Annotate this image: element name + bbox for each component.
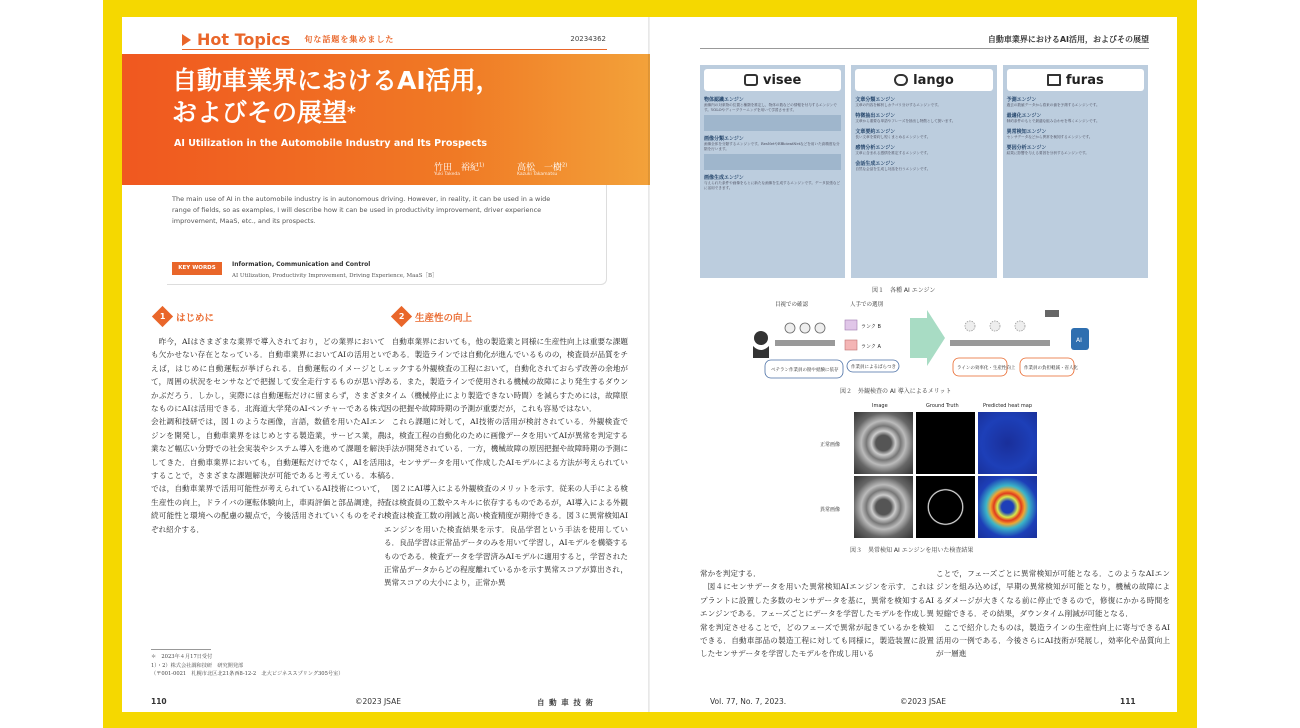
inspector-head-icon	[754, 331, 768, 345]
engine-item	[704, 96, 841, 131]
engine-desc: センサデータなどから異常を検知するエンジンです。	[1006, 135, 1093, 139]
engine-sample-image	[704, 115, 841, 131]
hot-topics-label	[182, 30, 394, 49]
section-number-badge	[152, 306, 173, 327]
engine-name: 文章分類エンジン	[855, 97, 896, 103]
label-variance: 作業員によるばらつき	[851, 365, 896, 370]
paragraph: 昨今，AIはさまざまな業界で導入されており，どの業界においても欠かせない存在となっている．自動車業界においてAIの活用といえば，はじめに自動運転が挙げられる．自動運転のイメージとして，周囲の状況をセンサなどで把握して安全走行するものが思い浮かぶだろう．しかし，実際には自動運転だけに留まらず，さまざまなものにAIは活用できる．北海道大学発のAIベンチャーである株式会社調和技研では，図１のような画像，言語，数値を用いたAIエンジンを開発し，自動車業界をはじめとする製造業，サービス業，農業など幅広い分野での社会実装やシステム導入を進めて課題を解決してきた．自動車業界においても，自動運転だけでなく，AIを活用することで，さまざまな課題解決が可能であると考えている．本稿では，自動車業界で活用可能性が考えられているAI技術について，生産性の向上，ドライバの運転体験向上，車両評価と部品調達，持続可能性と環境への配慮の観点で，今後活用されていくものをそれぞれ紹介する．	[151, 337, 385, 534]
footnote	[151, 653, 381, 679]
section-number: 1	[159, 311, 166, 321]
engine-name: 画像生成エンジン	[704, 175, 744, 181]
left-column-1	[151, 335, 385, 536]
abnormal-heat-map	[978, 476, 1037, 538]
normal-heat-map	[978, 412, 1037, 474]
worker-ghost-icon	[990, 321, 1000, 331]
top-rule	[182, 49, 607, 50]
author-1	[434, 160, 485, 177]
paragraph: これら課題に対して，AI技術の活用が検討されている．外観検査では，検査工程の自動化のために画像データを用いてAIが異常を判定する手法が開発されている．一方，機械故障の原因把握や故障時期の予測には，センサデータを用いて作成したAIモデルによる方法が考えられている．	[384, 417, 628, 481]
footnote-affiliation: 1）・2）株式会社調和技研 研究開発部	[151, 662, 244, 669]
article-title	[172, 65, 501, 129]
engine-item	[704, 174, 841, 191]
abnormal-image	[854, 476, 913, 538]
figure-3-caption: 図３ 異常検知 AI エンジンを用いた検査結果	[850, 547, 974, 554]
title-line-1: 自動車業界におけるAI活用，	[172, 66, 501, 95]
furas-logo	[1007, 69, 1144, 91]
label-veteran: ベテラン作業員の勘や経験に依存	[771, 368, 839, 373]
title-line-2: およびその展望	[172, 98, 348, 127]
section-sub: 旬な話題を集めました	[304, 35, 395, 44]
engine-desc: 長い文章を要約し短くまとめるエンジンです。	[855, 135, 931, 139]
box-rank-a-icon	[845, 340, 857, 350]
left-page-footer	[122, 697, 650, 712]
figure-2-svg	[745, 298, 1117, 382]
section-title: 生産性の向上	[415, 312, 473, 324]
triangle-icon	[182, 34, 191, 46]
engine-desc: 画像全体を分類するエンジンです。ResNetやEfficientNetなどを用いた高精度な分類を行います。	[704, 142, 840, 151]
author-2	[517, 160, 568, 177]
footnote-address: （〒001-0021 札幌市北区北21条西8-12-2 北大ビジネススプリング305号室）	[151, 671, 344, 677]
author-name: 高松 一樹	[517, 163, 563, 173]
label-visual-check: 目視での確認	[775, 302, 809, 308]
engine-item	[855, 144, 992, 156]
paragraph: 図２にAI導入による外観検査のメリットを示す．従来の人手による検査は検査員の工数やスキルに依存するものであるが，AI導入による外観検査は検査工数の削減と高い検査精度が期待できる．図３に異常検知AIエンジンを用いた検査結果を示す．良品学習という手法を使用している．良品学習は正常品データのみを用いて学習し，AIモデルを構築するものである．検査データを学習済みAIモデルに適用すると，学習された正常品データからどの程度離れているかを示す異常スコアが算出され，異常スコアの大小により，正常か異	[384, 484, 628, 588]
col-head-ground-truth: Ground Truth	[926, 403, 959, 409]
english-title: AI Utilization in the Automobile Industry and Its Prospects	[174, 138, 488, 149]
engine-item	[855, 160, 992, 172]
engine-name: 文章要約エンジン	[855, 129, 896, 135]
engine-item	[704, 135, 841, 170]
right-column-1	[700, 567, 934, 661]
engine-desc: 結果に影響を与える要因を分析するエンジンです。	[1006, 151, 1089, 155]
logo-text: furas	[1065, 72, 1104, 88]
right-column-2	[936, 567, 1170, 661]
figure-1-caption: 図１ 各種 AI エンジン	[872, 287, 936, 294]
section-2-heading	[394, 309, 472, 324]
right-page	[650, 17, 1177, 712]
engine-desc: 制約条件のもとで最適な組み合わせを導くエンジンです。	[1006, 119, 1100, 123]
keywords-badge: KEY WORDS	[172, 262, 222, 275]
paragraph: ここで紹介したものは，製造ラインの生産性向上に寄与できるAI活用の一例である．今後さらにAI技術が発展し，効率化や品質向上が一層進	[936, 622, 1170, 659]
paragraph: 図４にセンサデータを用いた異常検知AIエンジンを示す．これはプラントに設置した多数のセンサデータを基に，異常を検知するAIエンジンである．フェーズごとにデータを学習したモデルを作成し異常を判定させることで，どのフェーズで異常が起きているかを検知できる．自動車部品の製造工程に対しても同様に，製造装置に設置したセンサデータを学習したモデルを作成し用いる	[700, 582, 934, 659]
engine-desc: 過去の数値データから将来の値を予測するエンジンです。	[1006, 103, 1100, 107]
speech-bubble-icon	[894, 74, 908, 86]
page-number: 110	[151, 697, 167, 706]
worker-icon	[800, 323, 810, 333]
engine-desc: 自然な会話を生成し対話を行うエンジンです。	[855, 167, 931, 171]
engine-column-lango	[851, 65, 996, 278]
engine-desc: 文章から重要な単語やフレーズを抽出し特徴として扱います。	[855, 119, 956, 123]
abnormal-ground-truth	[916, 476, 975, 538]
engine-name: 予測エンジン	[1006, 97, 1037, 103]
col-head-heat-map: Predicted heat map	[983, 403, 1033, 409]
engine-name: 会話生成エンジン	[855, 161, 896, 167]
author-affiliation: 1)	[479, 162, 485, 169]
left-column-2	[384, 335, 628, 590]
logo-text: visee	[763, 72, 802, 88]
label-rank-a: ランク A	[861, 344, 881, 350]
label-burden: 作業員の負担軽減・省人化	[1024, 366, 1078, 371]
camera-icon	[744, 74, 758, 86]
engine-column-furas	[1003, 65, 1148, 278]
right-arrow-icon	[910, 310, 945, 366]
label-ai: AI	[1076, 337, 1082, 344]
engine-column-visee	[700, 65, 845, 278]
logo-text: lango	[913, 72, 954, 88]
engine-item	[1007, 128, 1144, 140]
lango-logo	[855, 69, 992, 91]
author-name-en: Yuki Takeda	[434, 172, 460, 177]
visee-logo	[704, 69, 841, 91]
folder-icon	[1047, 74, 1061, 86]
section-label: Hot Topics	[197, 30, 291, 49]
figure-2-diagram	[745, 298, 1117, 382]
paragraph: 自動車業界においても，他の製造業と同様に生産性向上は重要な課題である．製造ラインでは自動化が進んでいるものの，検査員が品質をチェックする外観検査の工程において，自動化されておらず改善の余地がある．また，製造ラインで使用される機械の故障により発生するダウンタイム（機械停止により製造できない時間）を減らすためには，故障原因の把握や故障時期の予測が重要だが，これも容易ではない．	[384, 337, 628, 414]
engine-item	[855, 96, 992, 108]
footnote-rule	[151, 649, 211, 650]
engine-name: 要因分析エンジン	[1006, 145, 1047, 151]
keywords-list: AI Utilization, Productivity Improvement, Driving Experience, MaaS［B］	[232, 273, 438, 279]
title-star: *	[347, 103, 356, 123]
header-rule	[700, 48, 1149, 49]
page-number: 111	[1120, 697, 1136, 706]
figure-1-ai-engines	[700, 65, 1148, 278]
section-number: 2	[398, 311, 405, 321]
row-label-abnormal: 異常画像	[820, 507, 841, 513]
engine-item	[1007, 112, 1144, 124]
engine-desc: 文章に含まれる感情を推定するエンジンです。	[855, 151, 931, 155]
row-label-normal: 正常画像	[820, 442, 841, 448]
inspector-body-icon	[753, 346, 769, 358]
copyright: ©2023 JSAE	[355, 697, 401, 706]
engine-sample-image	[704, 154, 841, 170]
keywords-title: Information, Communication and Control	[232, 261, 371, 268]
copyright: ©2023 JSAE	[900, 697, 946, 706]
journal-name: 自 動 車 技 術	[537, 698, 594, 707]
box-rank-b-icon	[845, 320, 857, 330]
author-affiliation: 2)	[562, 162, 568, 169]
author-name-en: Kazuki Takamatsu	[517, 172, 558, 177]
label-manual-sort: 人手での選別	[850, 302, 884, 308]
volume-info: Vol. 77, No. 7, 2023.	[710, 697, 787, 706]
engine-desc: 画像内の対象物の位置と種類を推定し，物体の数などの情報を付与するエンジンです。YOLOやディープラーニングを用いて学習させます。	[704, 103, 837, 112]
engine-item	[1007, 144, 1144, 156]
engine-desc: 与えられた条件や画像をもとに新たな画像を生成するエンジンです。データ拡張などに活用できます。	[704, 181, 841, 190]
paragraph: ことで，フェーズごとに異常検知が可能となる．このようなAIエンジンを組み込めば，早期の異常検知が可能となり，機械の故障によるダメージが大きくなる前に停止できるので，修復にかかる時間を短縮できる．その結果，ダウンタイム削減が可能となる．	[936, 569, 1170, 619]
right-page-footer	[650, 697, 1177, 712]
engine-name: 異常検知エンジン	[1006, 129, 1047, 135]
title-banner	[122, 54, 650, 185]
worker-ghost-icon	[965, 321, 975, 331]
label-rank-b: ランク B	[861, 324, 881, 330]
author-name: 竹田 裕紀	[434, 163, 480, 173]
section-title: はじめに	[176, 312, 215, 324]
doc-id: 20234362	[570, 35, 606, 43]
conveyor-right	[950, 340, 1050, 346]
camera-icon	[1045, 310, 1059, 317]
label-line-efficiency: ラインの効率化・生産性向上	[957, 366, 1016, 371]
abstract: The main use of AI in the automobile industry is in autonomous driving. However, in reality, it can be used in a wide range of fields, so as examples, I will describe how it can be used in productivity improvement, driver experience improvement, MaaS, etc., and its prospects.	[172, 195, 551, 225]
normal-image	[854, 412, 913, 474]
engine-name: 物体認識エンジン	[704, 97, 744, 103]
running-header: 自動車業界におけるAI活用，およびその展望	[987, 35, 1149, 44]
engine-desc: 文章の内容を解析しカテゴリ分けするエンジンです。	[855, 103, 941, 107]
worker-ghost-icon	[1015, 321, 1025, 331]
worker-icon	[815, 323, 825, 333]
engine-name: 感情分析エンジン	[855, 145, 896, 151]
paragraph: 常かを判定する．	[700, 569, 761, 578]
engine-item	[855, 112, 992, 124]
worker-icon	[785, 323, 795, 333]
section-1-heading	[155, 309, 214, 324]
engine-name: 特徴抽出エンジン	[855, 113, 896, 119]
section-number-badge	[391, 306, 412, 327]
engine-name: 画像分類エンジン	[704, 136, 744, 142]
footnote-received: ＊ 2023年４月17日受付	[151, 654, 213, 660]
engine-name: 最適化エンジン	[1006, 113, 1042, 119]
engine-item	[1007, 96, 1144, 108]
conveyor-left	[775, 340, 835, 346]
left-page	[122, 17, 650, 712]
col-head-image: Image	[872, 403, 888, 409]
figure-2-caption: 図２ 外観検査の AI 導入によるメリット	[840, 388, 952, 395]
engine-item	[855, 128, 992, 140]
figure-3-results	[820, 403, 1100, 537]
normal-ground-truth	[916, 412, 975, 474]
